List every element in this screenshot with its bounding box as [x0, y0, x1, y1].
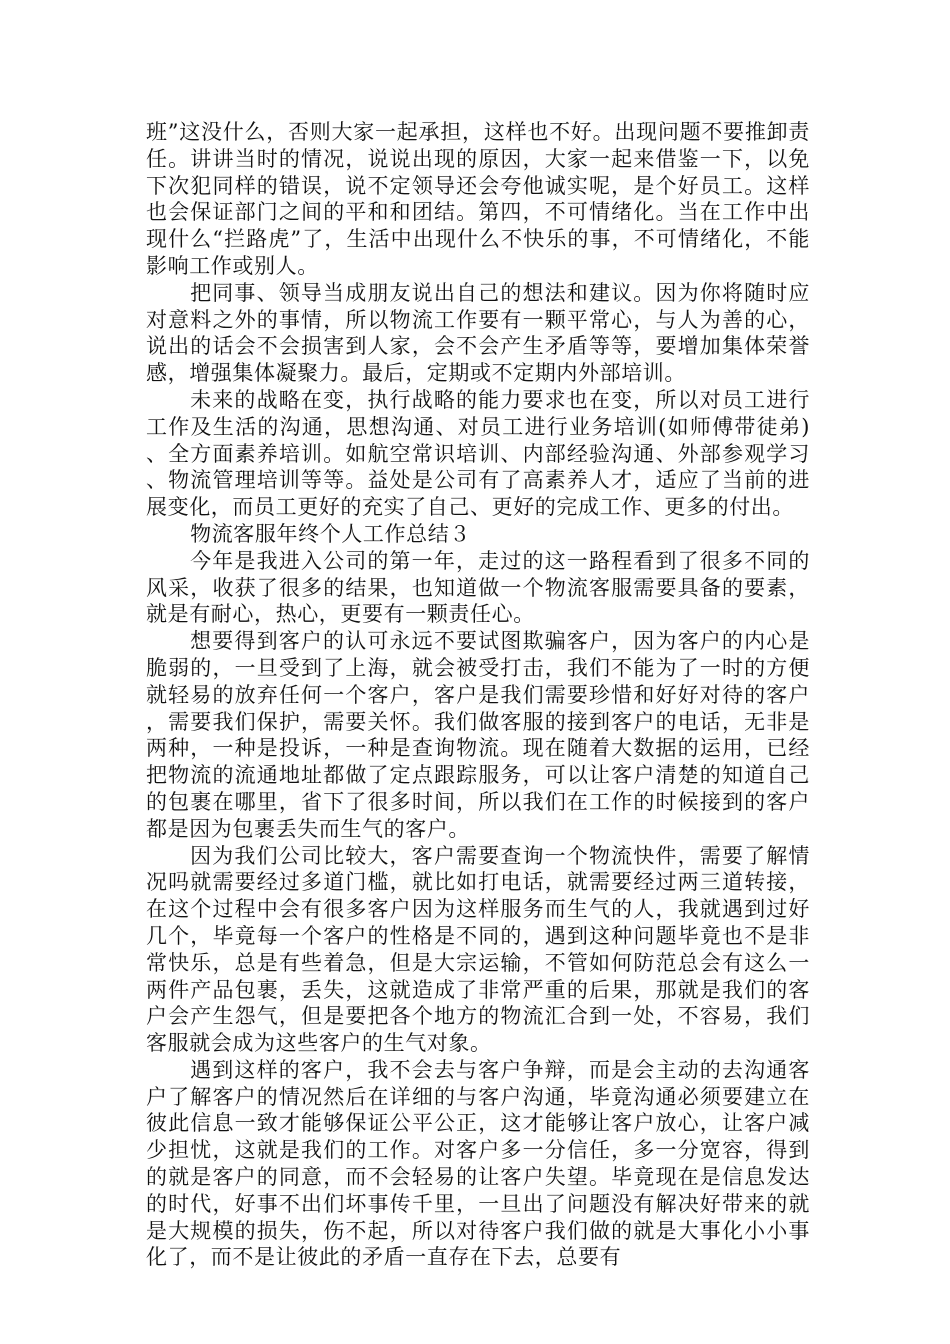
section-title: 物流客服年终个人工作总结３ [190, 521, 471, 546]
paragraph-advice: 把同事、领导当成朋友说出自己的想法和建议。因为你将随时应对意料之外的事情，所以物流工作要有一颗平常心，与人为善的心，说出的话会不会损害到人家，会不会产生矛盾等等，要增加集体荣誉感，增强集体凝聚力。最后，定期或不定期内外部培训。 [146, 280, 810, 386]
paragraph-customer-trust: 想要得到客户的认可永远不要试图欺骗客户，因为客户的内心是脆弱的，一旦受到了上海，就会被受打击，我们不能为了一时的方便就轻易的放弃任何一个客户，客户是我们需要珍惜和好好对待的客户，需要我们保护，需要关怀。我们做客服的接到客户的电话，无非是两种，一种是投诉，一种是查询物流。现在随着大数据的运用，已经把物流的流通地址都做了定点跟踪服务，可以让客户清楚的知道自己的包裹在哪里，省下了很多时间，所以我们在工作的时候接到的客户都是因为包裹丢失而生气的客户。 [146, 629, 810, 841]
paragraph-communication: 遇到这样的客户，我不会去与客户争辩，而是会主动的去沟通客户了解客户的情况然后在详细的与客户沟通，毕竟沟通必须要建立在彼此信息一致才能够保证公平公正，这才能够让客户放心，让客户减少担忧，这就是我们的工作。对客户多一分信任，多一分宽容，得到的就是客户的同意，而不会轻易的让客户失望。毕竟现在是信息发达的时代，好事不出们坏事传千里，一旦出了问题没有解决好带来的就是大规模的损失，伤不起，所以对待客户我们做的就是大事化小小事化了，而不是让彼此的矛盾一直存在下去，总要有 [146, 1057, 810, 1270]
paragraph-continuation: 班”这没什么，否则大家一起承担，这样也不好。出现问题不要推卸责任。讲讲当时的情况，说说出现的原因，大家一起来借鉴一下，以免下次犯同样的错误，说不定领导还会夸他诚实呢，是个好员工。这样也会保证部门之间的平和和团结。第四，不可情绪化。当在工作中出现什么“拦路虎”了，生活中出现什么不快乐的事，不可情绪化，不能影响工作或别人。 [146, 120, 810, 278]
paragraph-first-year: 今年是我进入公司的第一年，走过的这一路程看到了很多不同的风采，收获了很多的结果，也知道做一个物流客服需要具备的要素，就是有耐心，热心，更要有一颗责任心。 [146, 548, 810, 627]
paragraph-company-process: 因为我们公司比较大，客户需要查询一个物流快件，需要了解情况吗就需要经过多道门槛，就比如打电话，就需要经过两三道转接，在这个过程中会有很多客户因为这样服务而生气的人，我就遇到过好几个，毕竟每一个客户的性格是不同的，遇到这种问题毕竟也不是非常快乐，总是有些着急，但是大宗运输，不管如何防范总会有这么一两件产品包裹，丢失，这就造成了非常严重的后果，那就是我们的客户会产生怨气，但是要把各个地方的物流汇合到一处，不容易，我们客服就会成为这些客户的生气对象。 [146, 843, 810, 1056]
paragraph-strategy: 未来的战略在变，执行战略的能力要求也在变，所以对员工进行工作及生活的沟通，思想沟通、对员工进行业务培训(如师傅带徒弟)、全方面素养培训。如航空常识培训、内部经验沟通、外部参观学习、物流管理培训等等。益处是公司有了高素养人才，适应了当前的进展变化，而员工更好的充实了自己、更好的完成工作、更多的付出。 [146, 387, 810, 520]
document-body [146, 119, 810, 1271]
